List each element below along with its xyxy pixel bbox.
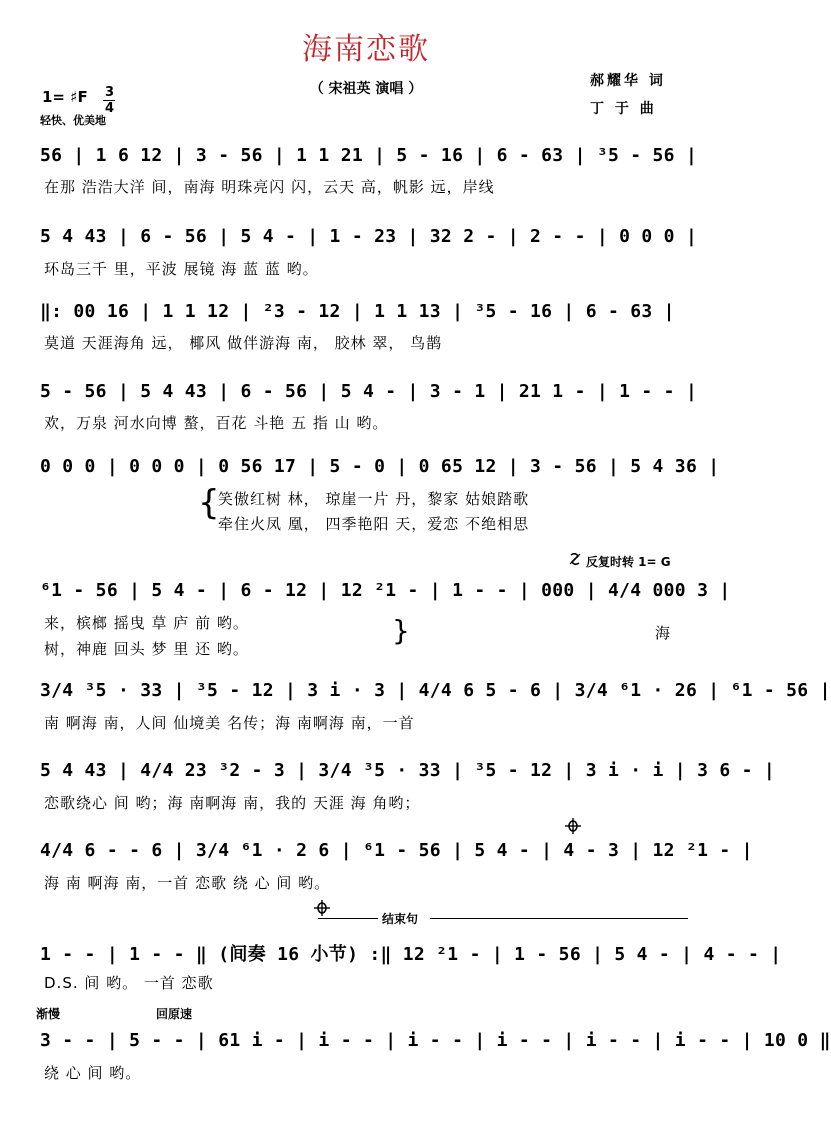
time-signature-bottom: 4: [105, 101, 115, 116]
music-line-10: 1 - - | 1 - - ‖ (间奏 16 小节) :‖ 12 ²1 - | 1 - 56 | 5 4 - | 4 - - |: [40, 944, 782, 965]
closing-brace: }: [392, 614, 410, 647]
lyric-line-8: 恋歌绕心 间 哟；海 南啊海 南，我的 天涯 海 角哟；: [44, 794, 421, 812]
music-line-4: 5 - 56 | 5 4 43 | 6 - 56 | 5 4 - | 3 - 1 | 21 1 - | 1 - - |: [40, 381, 698, 402]
repeat-note: 反复时转 1= G: [586, 555, 671, 569]
side-lyric: 海: [655, 624, 672, 642]
lyric-line-3: 莫道 天涯海角 远， 椰风 做伴游海 南， 胶林 翠， 鸟鹊: [44, 334, 443, 352]
music-line-3: ‖: 00 16 | 1 1 12 | ²3 - 12 | 1 1 13 | ³5 - 16 | 6 - 63 |: [40, 301, 675, 322]
lyric-line-4: 欢，万泉 河水向博 螯，百花 斗艳 五 指 山 哟。: [44, 414, 389, 432]
lyric-line-6a: 来，槟榔 摇曳 草 庐 前 哟。: [44, 614, 249, 632]
music-line-8: 5 4 43 | 4/4 23 ³2 - 3 | 3/4 ³5 · 33 | ³5 - 12 | 3 i · i | 3 6 - |: [40, 760, 776, 781]
original-tempo-marking: 回原速: [156, 1007, 193, 1021]
music-line-11: 3 - - | 5 - - | 61 i - | i - - | i - - | i - - | i - - | i - - | 10 0 ‖: [40, 1030, 831, 1051]
key-signature: 1= ♯F: [42, 88, 88, 106]
verse-brace: {: [198, 483, 220, 523]
lyric-line-7: 南 啊海 南，人间 仙境美 名传；海 南啊海 南，一首: [44, 714, 415, 732]
music-line-2: 5 4 43 | 6 - 56 | 5 4 - | 1 - 23 | 32 2 - | 2 - - | 0 0 0 |: [40, 226, 698, 247]
coda-icon: [565, 818, 581, 834]
lyric-line-6b: 树，神鹿 回头 梦 里 还 哟。: [44, 640, 249, 658]
composer-credit: 丁 于 曲: [590, 101, 657, 117]
lyric-line-9: 海 南 啊海 南，一首 恋歌 绕 心 间 哟。: [44, 874, 331, 892]
tempo-marking: 轻快、优美地: [40, 114, 106, 127]
music-line-6: ⁶1 - 56 | 5 4 - | 6 - 12 | 12 ²1 - | 1 - - | 000 | 4/4 000 3 |: [40, 580, 731, 601]
singer-credit: （ 宋祖英 演唱 ）: [309, 81, 423, 97]
ending-bracket-left: [318, 918, 378, 919]
song-title: 海南恋歌: [302, 32, 430, 67]
ending-label: 结束句: [382, 912, 419, 926]
music-line-1: 56 | 1 6 12 | 3 - 56 | 1 1 21 | 5 - 16 | 6 - 63 | ³5 - 56 |: [40, 145, 698, 166]
lyric-line-1: 在那 浩浩大洋 间，南海 明珠亮闪 闪，云天 高，帆影 远，岸线: [44, 178, 495, 196]
segno-icon: [568, 552, 582, 566]
ending-bracket-right: [430, 918, 688, 919]
lyric-line-5a: 笑傲红树 林， 琼崖一片 丹，黎家 姑娘踏歌: [218, 490, 530, 508]
coda-icon-ending: [314, 900, 330, 916]
music-line-7: 3/4 ³5 · 33 | ³5 - 12 | 3 i · 3 | 4/4 6 5 - 6 | 3/4 ⁶1 · 26 | ⁶1 - 56 |: [40, 680, 831, 701]
lyric-line-11: 绕 心 间 哟。: [44, 1064, 142, 1082]
slowing-marking: 渐慢: [36, 1007, 61, 1021]
music-line-5: 0 0 0 | 0 0 0 | 0 56 17 | 5 - 0 | 0 65 12 | 3 - 56 | 5 4 36 |: [40, 456, 720, 477]
lyric-line-10: D.S. 间 哟。 一首 恋歌: [44, 974, 214, 992]
lyric-line-5b: 牵住火凤 凰， 四季艳阳 天，爱恋 不绝相思: [218, 515, 530, 533]
lyricist-credit: 郝耀华 词: [590, 73, 666, 89]
lyric-line-2: 环岛三千 里，平波 展镜 海 蓝 蓝 哟。: [44, 260, 319, 278]
time-signature-top: 3: [105, 85, 115, 100]
music-line-9: 4/4 6 - - 6 | 3/4 ⁶1 · 2 6 | ⁶1 - 56 | 5 4 - | 4 - 3 | 12 ²1 - |: [40, 840, 753, 861]
